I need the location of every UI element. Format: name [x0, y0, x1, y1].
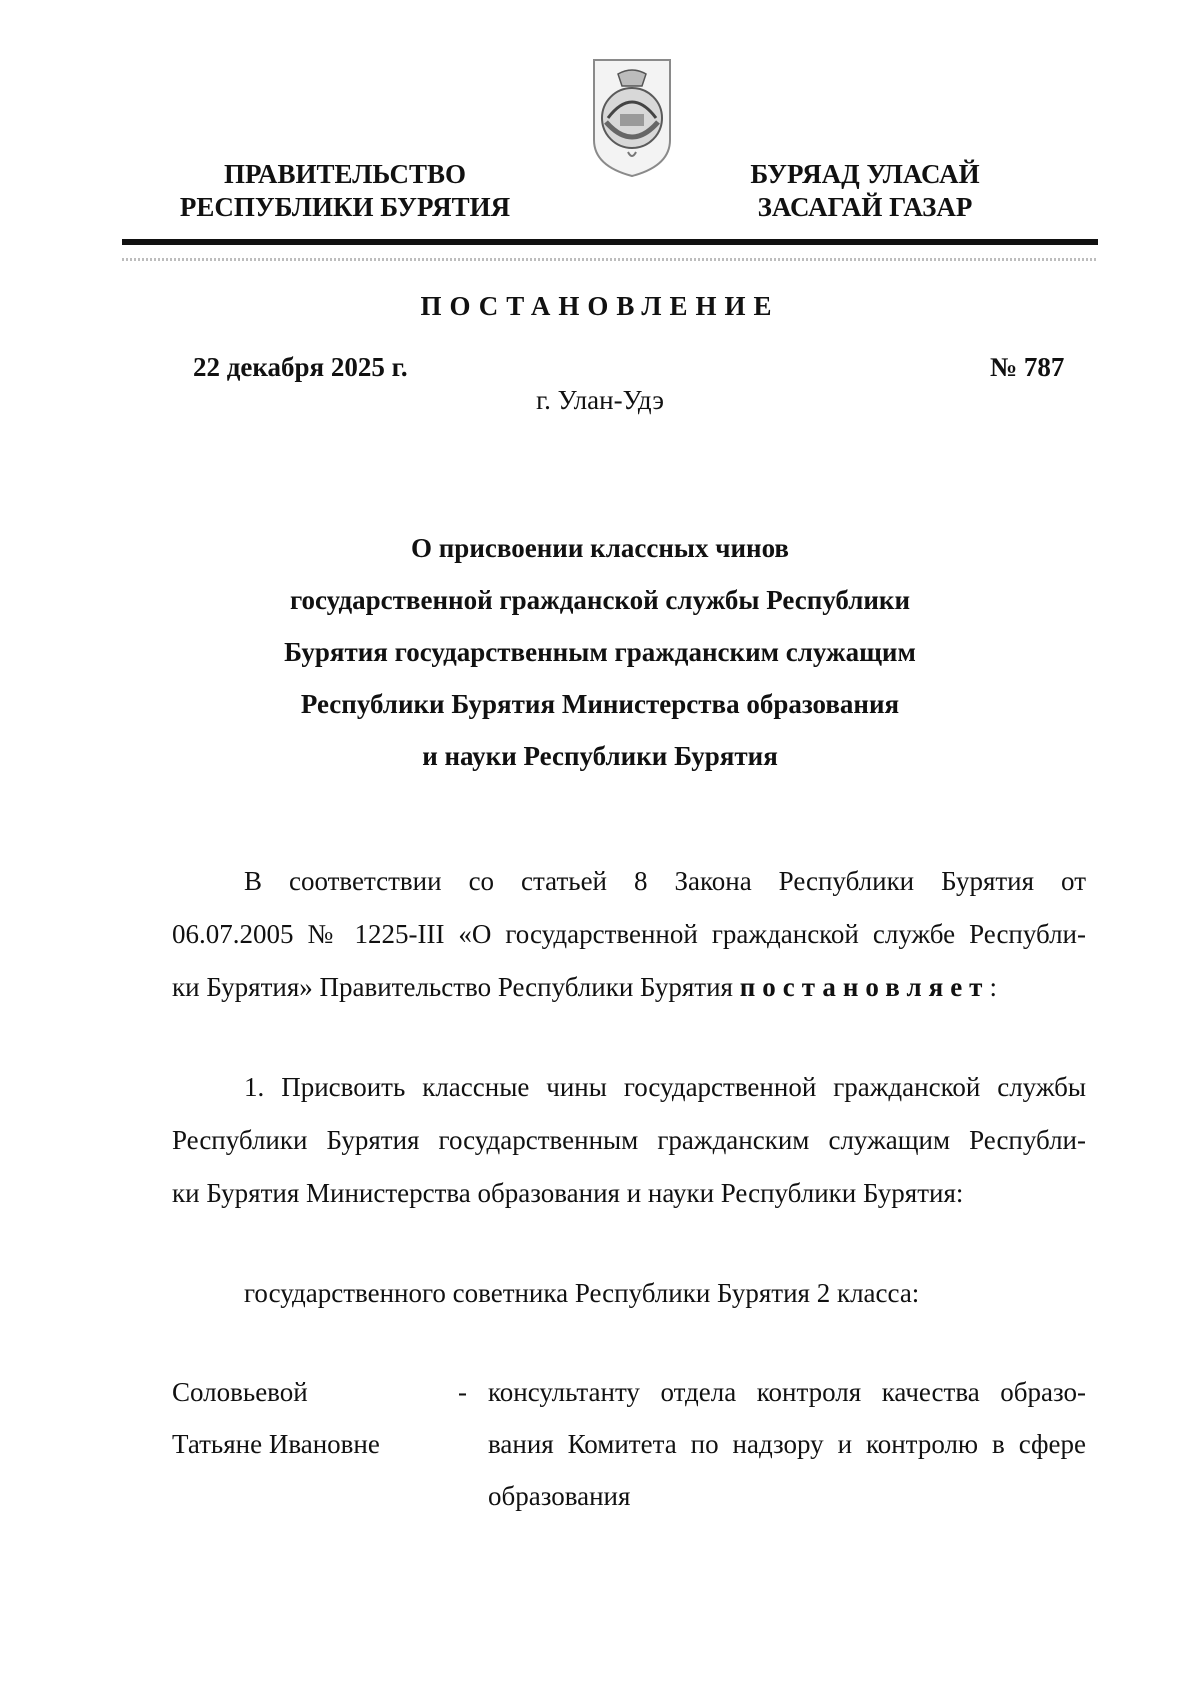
document-type: ПОСТАНОВЛЕНИЕ: [420, 291, 780, 321]
document-number: № 787: [990, 352, 1065, 382]
preamble-line-3-colon: :: [989, 972, 997, 1002]
item1-line-3: ки Бурятия Министерства образования и науки Республики Бурятия:: [172, 1178, 964, 1208]
header-divider-thick: [122, 239, 1098, 245]
government-name-russian: [150, 158, 540, 224]
org-left-line2: РЕСПУБЛИКИ БУРЯТИЯ: [179, 192, 511, 222]
resolves-keyword: постановляет: [739, 972, 990, 1002]
rank-heading: государственного советника Республики Бурятия 2 класса:: [244, 1278, 920, 1308]
position-line-2: вания Комитета по надзору и контролю в сфере: [488, 1429, 1086, 1459]
preamble-line-3: [172, 972, 997, 1003]
title-line: Бурятия государственным гражданским служащим: [284, 637, 916, 667]
document-city: г. Улан-Удэ: [536, 385, 664, 415]
position-line-1: консультанту отдела контроля качества образо-: [488, 1377, 1086, 1407]
position-line-3: образования: [488, 1481, 631, 1511]
header-divider-thin: [122, 258, 1098, 261]
document-date: 22 декабря 2025 г.: [193, 352, 408, 382]
title-line: О присвоении классных чинов: [411, 533, 789, 563]
org-left-line1: ПРАВИТЕЛЬСТВО: [223, 159, 467, 189]
appointee-dash: -: [458, 1377, 467, 1407]
title-line: и науки Республики Бурятия: [422, 741, 778, 771]
appointee-surname: Соловьевой: [172, 1377, 308, 1407]
org-right-line1: БУРЯАД УЛАСАЙ: [750, 159, 980, 189]
title-line: государственной гражданской службы Республики: [289, 585, 911, 615]
preamble-line-2: 06.07.2005 № 1225-III «О государственной гражданской службе Республи-: [172, 919, 1086, 949]
government-name-buryat: [700, 158, 1030, 224]
document-title: [150, 522, 1050, 782]
coat-of-arms-icon: [588, 56, 676, 180]
preamble-line-1: В соответствии со статьей 8 Закона Республики Бурятия от: [244, 866, 1086, 896]
item1-line-1: 1. Присвоить классные чины государственной гражданской службы: [244, 1072, 1086, 1102]
item1-line-2: Республики Бурятия государственным гражданским служащим Республи-: [172, 1125, 1086, 1155]
appointee-given-names: Татьяне Ивановне: [172, 1429, 380, 1459]
preamble-line-3-text: ки Бурятия» Правительство Республики Бурятия: [172, 972, 740, 1002]
title-line: Республики Бурятия Министерства образования: [300, 689, 900, 719]
org-right-line2: ЗАСАГАЙ ГАЗАР: [757, 192, 973, 222]
